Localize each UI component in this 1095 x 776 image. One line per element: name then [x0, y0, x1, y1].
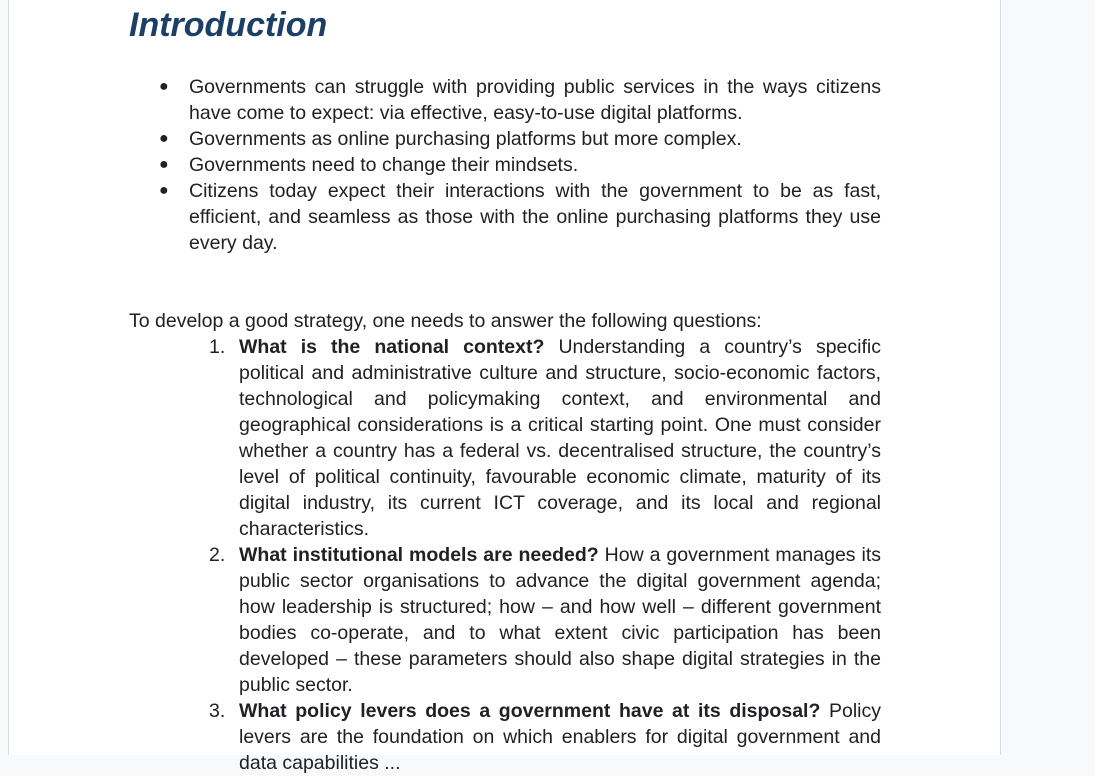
intro-paragraph: To develop a good strategy, one needs to answer the following questions:: [129, 310, 762, 332]
list-number: 2.: [209, 544, 226, 566]
document-page: [8, 0, 1001, 774]
question-text: How a government manages its public sector organisations to advance the digital government agenda; how leadership is structured; how – and how well – different government bodies co-operate, and to what extent civic participation has been developed – these parameters should also shape digital strategies in the public sector.: [239, 544, 881, 696]
list-item: [129, 698, 881, 776]
page-title: Introduction: [129, 6, 328, 44]
list-item: [129, 334, 881, 542]
bullet-text: Citizens today expect their interactions with the government to be as fast, efficient, and seamless as those with the online purchasing platforms they use every day.: [189, 180, 881, 254]
bullet-icon: ●: [159, 78, 169, 95]
bullet-text: Governments as online purchasing platforms but more complex.: [189, 128, 742, 150]
list-number: 3.: [209, 700, 226, 722]
question-title: What policy levers does a government have at its disposal?: [239, 700, 821, 722]
bullet-icon: ●: [159, 130, 169, 147]
question-title: What institutional models are needed?: [239, 544, 599, 566]
questions-list: [129, 334, 881, 776]
list-item: [129, 178, 881, 256]
list-item: [129, 152, 881, 178]
question-text: Policy levers are the foundation on which enablers for digital government and data capabilities ...: [239, 700, 881, 774]
list-number: 1.: [209, 336, 226, 358]
question-text: Understanding a country’s specific political and administrative culture and structure, socio-economic factors, technological and policymaking context, and environmental and geographical considerations is a critical starting point. One must consider whether a country has a federal vs. decentralised structure, the country’s level of political continuity, favourable economic climate, maturity of its digital industry, its current ICT coverage, and its local and regional characteristics.: [239, 336, 881, 540]
bullet-icon: ●: [159, 182, 169, 199]
question-title: What is the national context?: [239, 336, 545, 358]
bullet-text: Governments need to change their mindsets.: [189, 154, 579, 176]
list-item: [129, 126, 881, 152]
bullet-icon: ●: [159, 156, 169, 173]
bullet-list: [129, 74, 881, 256]
list-item: [129, 542, 881, 698]
bullet-text: Governments can struggle with providing public services in the ways citizens have come to expect: via effective, easy-to-use digital platforms.: [189, 76, 881, 124]
list-item: [129, 74, 881, 126]
